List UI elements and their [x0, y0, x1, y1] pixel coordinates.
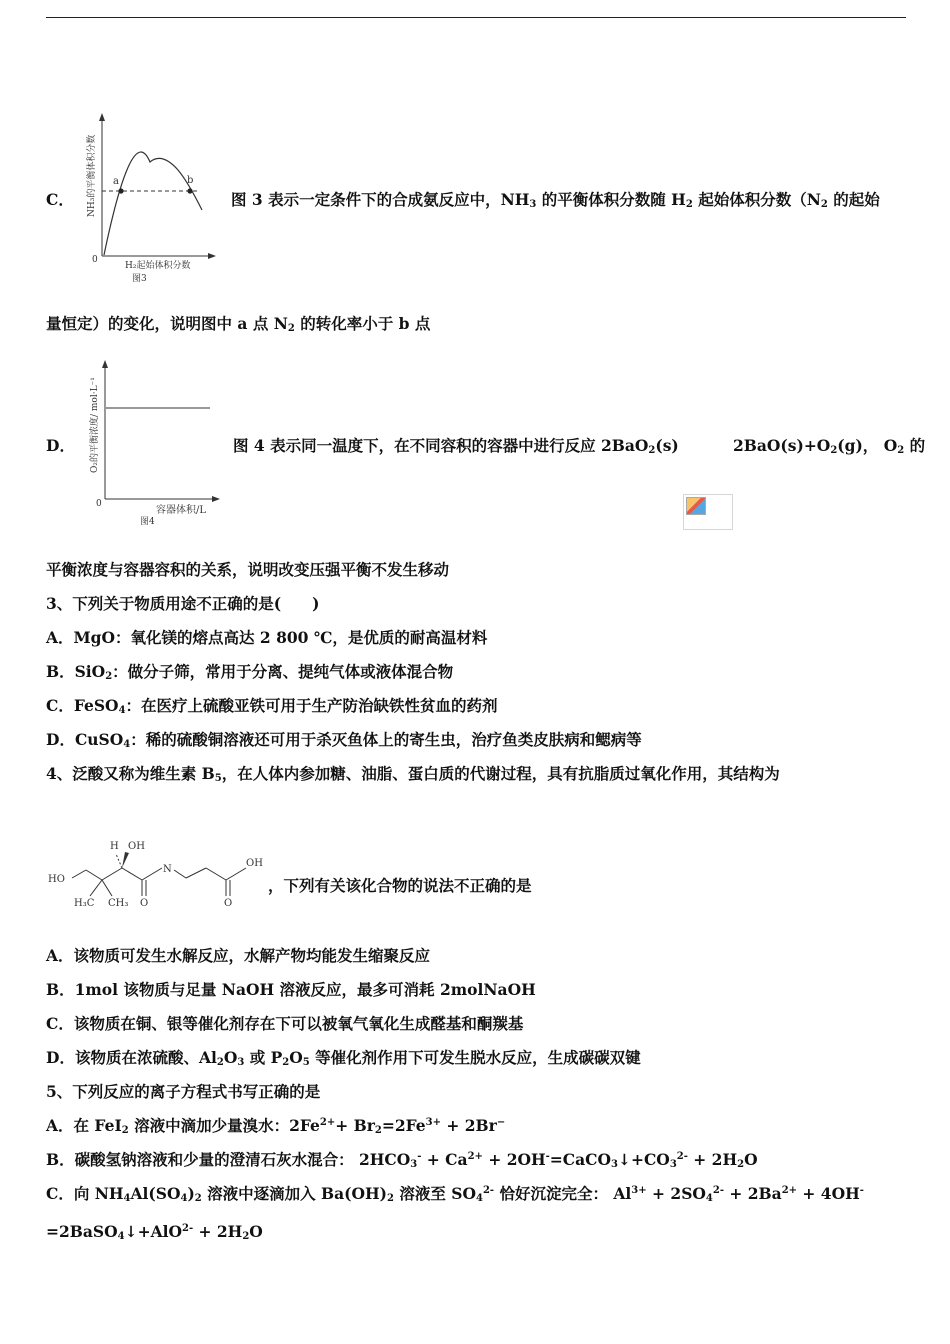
q5-option-b: B．碳酸氢钠溶液和少量的澄清石灰水混合： $2HCO_3^- + Ca^{2+}$ + $2OH^-=CaCO_3↓+CO_3^{2-} + 2H_2O$ [46, 1150, 758, 1170]
x-axis-title: H₂起始体积分数 [125, 261, 191, 271]
q3-option-d: D．CuSO$_4$：稀的硫酸铜溶液还可用于杀灭鱼体上的寄生虫，治疗鱼类皮肤病和鳃病等 [46, 730, 642, 750]
bond [90, 880, 102, 896]
image-placeholder-icon [686, 497, 706, 515]
option-d-text: 图 4 表示同一温度下，在不同容积的容器中进行反应 2BaO$_2$(s) [233, 436, 679, 456]
header-rule [46, 17, 906, 18]
origin-label: 0 [96, 499, 102, 509]
q5-option-c-continuation: =2BaSO$_4$↓+AlO$^{2-}$ + $2H_2O$ [46, 1222, 263, 1242]
q4-option-d: D．该物质在浓硫酸、$Al_2O_3$ 或 $P_2O_5$ 等催化剂作用下可发生脱水反应，生成碳碳双键 [46, 1048, 641, 1068]
broken-image-icon [683, 494, 733, 530]
atom-ho: HO [48, 874, 65, 885]
q5-option-c: C．向 $NH_4Al(SO_4)_2$ 溶液中逐滴加入 $Ba(OH)_2$ 溶液至 $SO_4^{2-}$ 恰好沉淀完全： $Al^{3+} + 2SO_4^{2-} + 2Ba^{2+} + 4OH^-$ [46, 1184, 864, 1204]
y-axis-arrow [102, 360, 108, 368]
atom-oh-right: OH [246, 858, 263, 869]
y-axis-title: O₂的平衡浓度/ mol·L⁻¹ [90, 377, 100, 473]
figure-4-chart [80, 355, 225, 530]
point-a [118, 188, 123, 193]
q4-option-b: B．1mol 该物质与足量 NaOH 溶液反应，最多可消耗 2molNaOH [46, 980, 536, 999]
point-b [187, 188, 192, 193]
point-a-label: a [113, 176, 119, 187]
figure-caption: 图4 [140, 517, 155, 527]
point-b-label: b [187, 175, 194, 186]
q5-option-a: A．在 FeI$_2$ 溶液中滴加少量溴水：$2Fe^{2+}+ Br_2=2Fe^{3+} + 2Br^-$ [46, 1116, 506, 1136]
origin-label: 0 [92, 255, 98, 265]
bond [206, 868, 226, 880]
option-c-text: 图 3 表示一定条件下的合成氨反应中，$NH_3$ 的平衡体积分数随 $H_2$ 起始体积分数（$N_2$ 的起始 [231, 190, 880, 210]
curve [104, 152, 202, 255]
q3-stem: 3、下列关于物质用途不正确的是( ) [46, 594, 320, 613]
wedge-bond [122, 852, 129, 868]
x-axis-arrow [208, 253, 216, 259]
q3-option-b: B．SiO$_2$：做分子筛，常用于分离、提纯气体或液体混合物 [46, 662, 454, 682]
atom-o-acid: O [224, 898, 233, 909]
q5-stem: 5、下列反应的离子方程式书写正确的是 [46, 1082, 321, 1101]
y-axis-arrow [99, 113, 105, 121]
atom-h: H [110, 841, 119, 852]
q3-option-a: A．MgO：氧化镁的熔点高达 2 800 ℃，是优质的耐高温材料 [46, 628, 488, 647]
bond [142, 868, 162, 880]
atom-o-amide: O [140, 898, 149, 909]
bond [86, 870, 102, 880]
bond [72, 870, 86, 878]
x-axis-title: 容器体积/L [156, 505, 207, 516]
option-d-continuation: 平衡浓度与容器容积的关系，说明改变压强平衡不发生移动 [46, 560, 450, 579]
option-c-label: C． [46, 190, 74, 209]
option-c-continuation: 量恒定）的变化，说明图中 a 点 $N_2$ 的转化率小于 b 点 [46, 314, 431, 334]
bond [226, 868, 246, 880]
atom-ch3: CH₃ [108, 898, 129, 909]
atom-h3c: H₃C [74, 898, 95, 909]
q4-option-a: A．该物质可发生水解反应，水解产物均能发生缩聚反应 [46, 946, 431, 965]
option-d-label: D． [46, 436, 75, 455]
bond [102, 868, 122, 880]
x-axis-arrow [212, 496, 220, 502]
pantothenic-acid-structure [46, 832, 266, 912]
figure-3-chart [80, 110, 225, 288]
bond [122, 868, 142, 880]
q4-after-structure: ，下列有关该化合物的说法不正确的是 [268, 876, 532, 895]
bond [186, 868, 206, 878]
q3-option-c: C．FeSO$_4$：在医疗上硫酸亚铁可用于生产防治缺铁性贫血的药剂 [46, 696, 498, 716]
bond [174, 870, 186, 878]
atom-n: N [163, 864, 172, 875]
hash-bond [116, 854, 122, 868]
bond [102, 880, 112, 896]
q4-stem: 4、泛酸又称为维生素 $B_5$，在人体内参加糖、油脂、蛋白质的代谢过程，具有抗脂质过氧化作用，其结构为 [46, 764, 780, 784]
figure-caption: 图3 [132, 274, 147, 284]
option-d-text-right: $2BaO(s)+O_2(g)$， $O_2$ 的 [733, 436, 926, 456]
y-axis-title: NH₃的平衡体积分数 [87, 134, 97, 217]
q4-option-c: C．该物质在铜、银等催化剂存在下可以被氧气氧化生成醛基和酮羰基 [46, 1014, 524, 1033]
atom-oh-top: OH [128, 841, 145, 852]
